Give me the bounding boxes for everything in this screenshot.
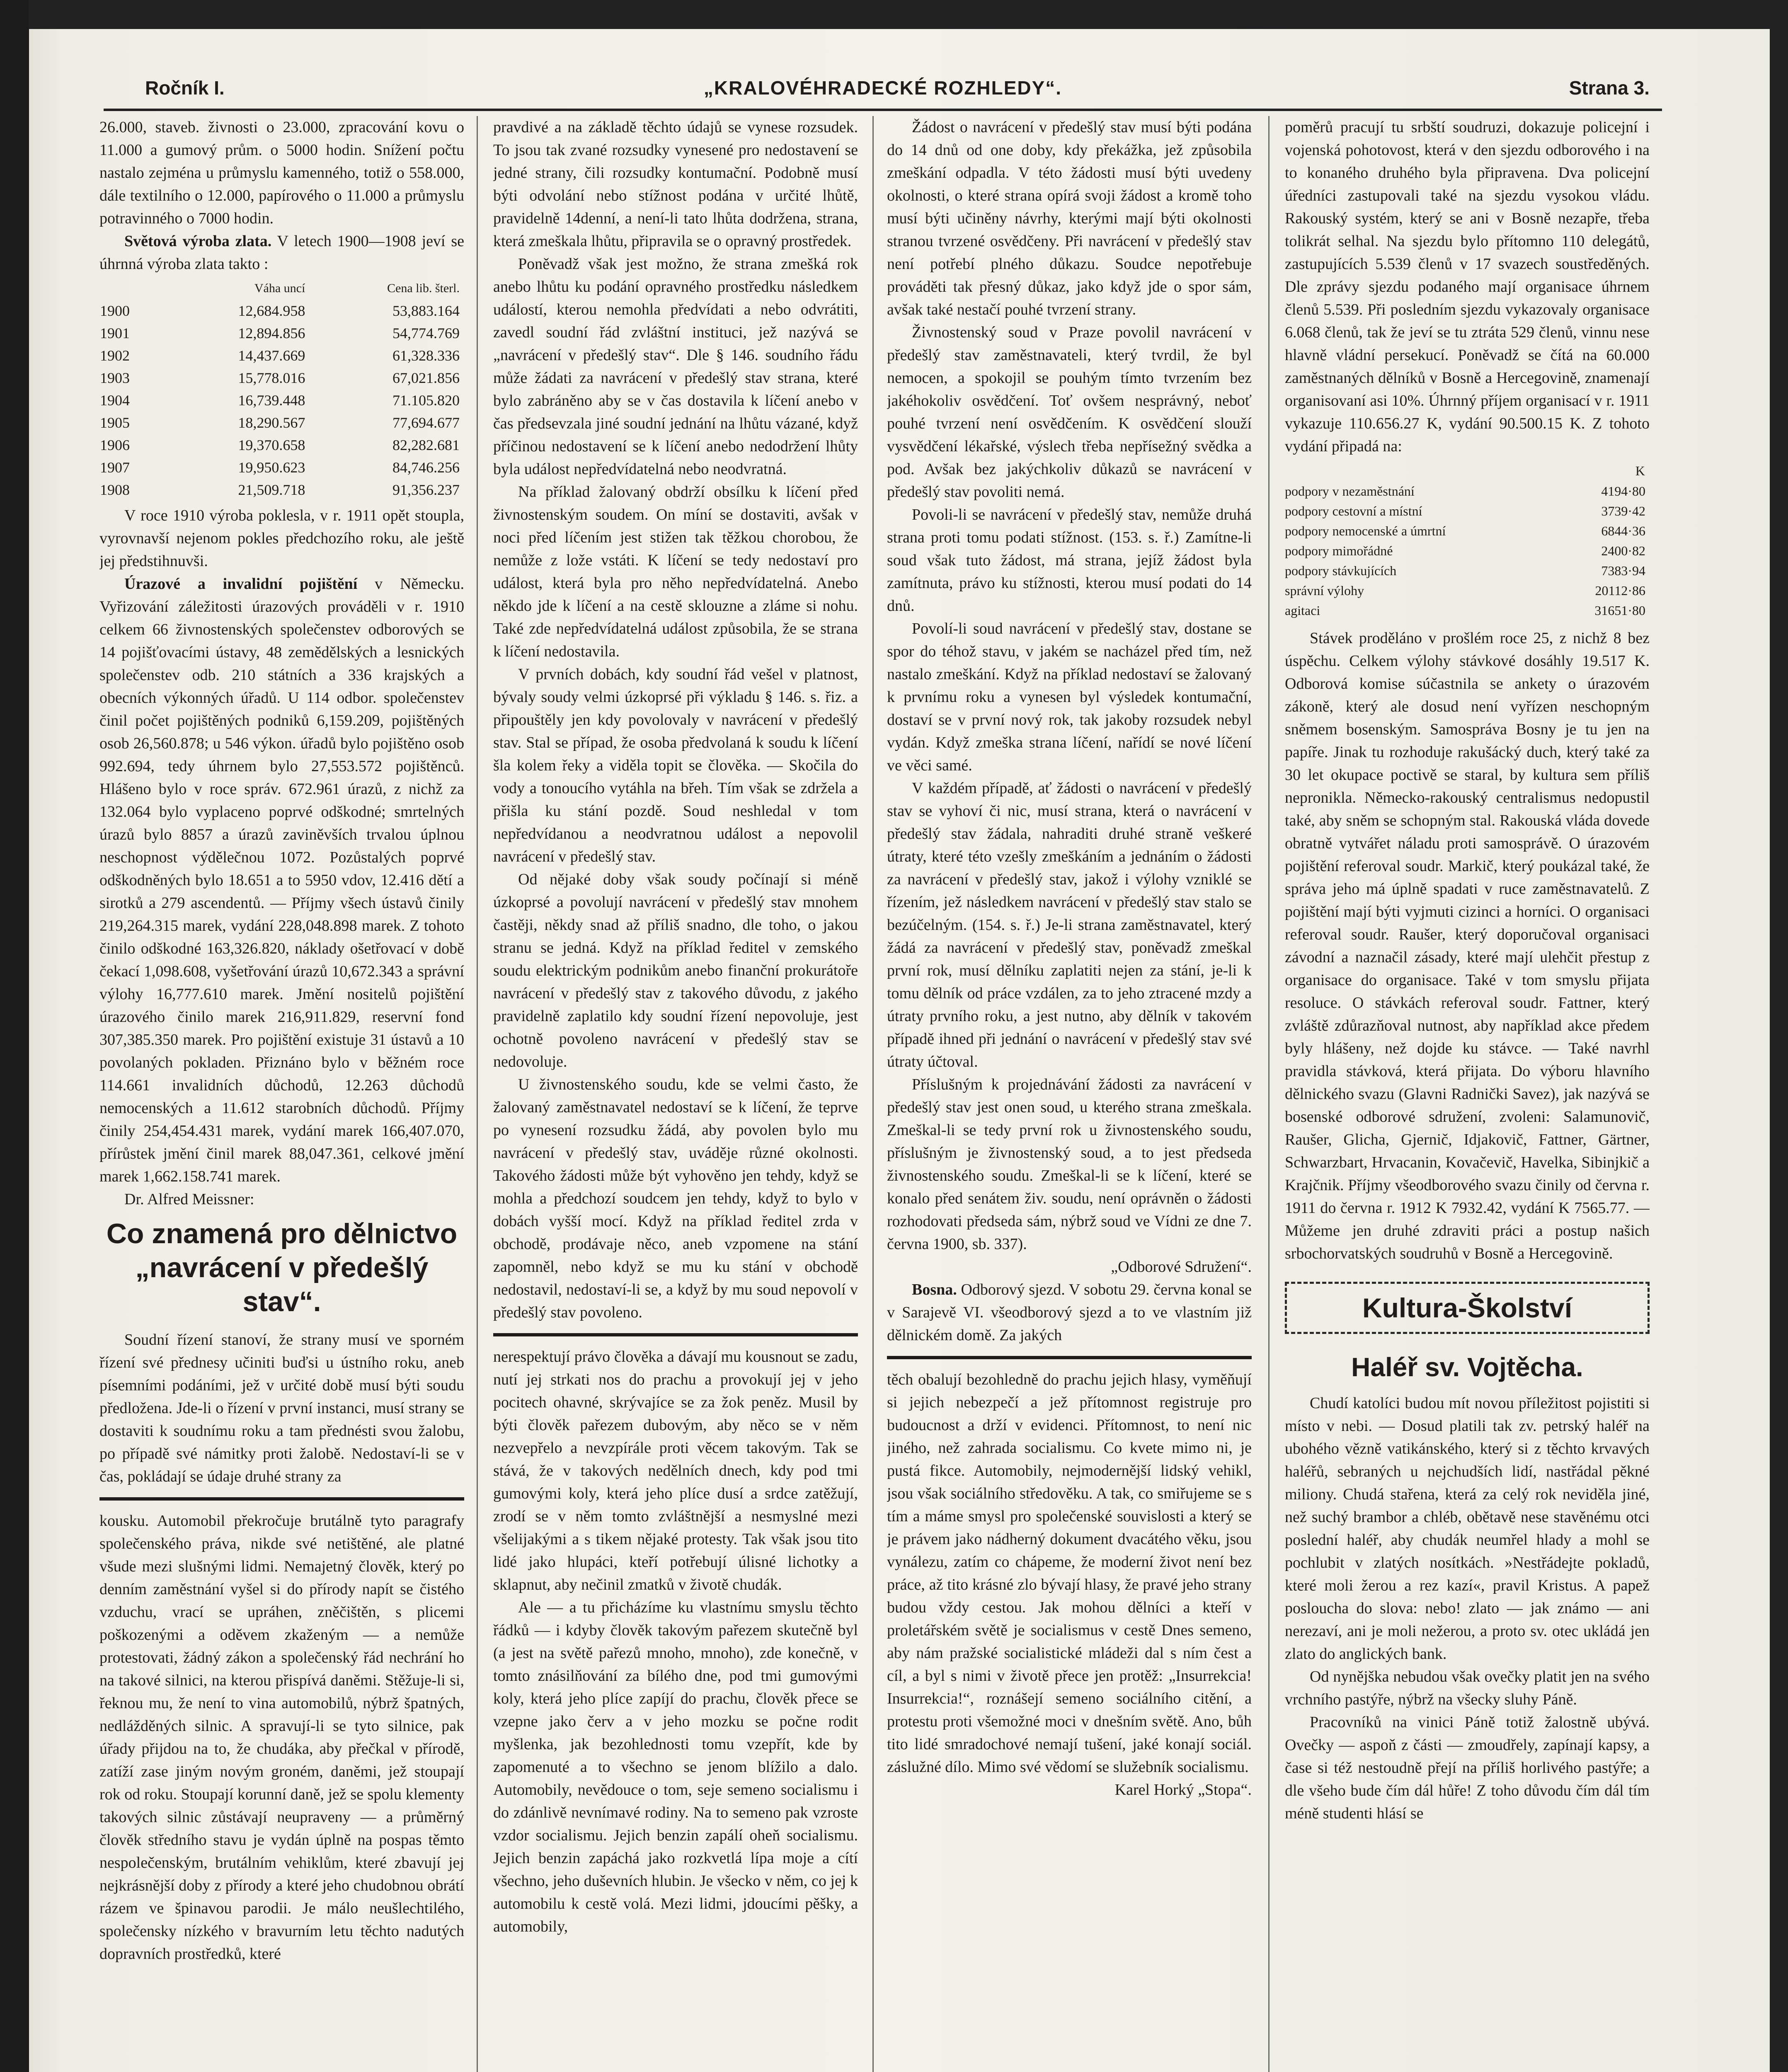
table-cell: 19,370.658 <box>238 437 305 453</box>
article-paragraph: pravdivé a na základě těchto údajů se vynese rozsudek. To jsou tak zvané rozsudky vynesené pro nedostavení se jedné strany, čili rozsudky kontumační. Podobně musí býti odvolání nebo stížnost podána v určité lhůtě, pravidelně 14denní, a není-li tato lhůta dodržena, strana, která zmeškala lhůtu, připravila se o opravný prostředek. <box>493 119 858 250</box>
table-cell: 1905 <box>100 414 130 431</box>
column-header: Váha uncí <box>254 281 305 295</box>
table-row <box>99 389 460 411</box>
table-cell: 54,774.769 <box>392 325 460 341</box>
table-cell: 1902 <box>100 347 130 364</box>
table-cell: agitaci <box>1285 603 1320 618</box>
table-cell: 6844·36 <box>1601 523 1645 538</box>
table-header-row <box>99 277 460 300</box>
article-headline: Haléř sv. Vojtěcha. <box>1351 1352 1583 1382</box>
section-rule <box>887 1356 1252 1359</box>
table-cell: 82,282.681 <box>392 437 460 453</box>
table-cell: 61,328.336 <box>392 347 460 364</box>
article-paragraph: Pracovníků na vinici Páně totiž žalostně ubývá. Ovečky — aspoň z části — zmoudřely, zapínají kapsy, a čase si též nestoudně přejí na příliš horlivého pastýře; a dle všeho bude čím dál hůře! Z toho důvodu čím dál tím méně studenti hlásí se <box>1285 1714 1650 1822</box>
volume-label: Ročník I. <box>145 77 225 99</box>
article-paragraph: Příslušným k projednávání žádosti za navrácení v předešlý stav jest onen soud, u kterého strana zmeškala. Zmeškal-li se tedy první rok u živnostenského soudu, příslušným je živnostenský soud, a to jest předseda živnostenského soudu. Zmeškal-li se k líčení, které se konalo před senátem živ. soudu, není oprávněn o žádosti rozhodovati předseda sám, nýbrž soud ve Vídni ze dne 7. června 1900, sb. 337). <box>887 1076 1252 1253</box>
table-cell: 18,290.567 <box>238 414 305 431</box>
table-cell: podpory stávkujících <box>1285 563 1397 578</box>
table-cell: 20112·86 <box>1595 583 1645 598</box>
table-cell: 1906 <box>100 437 130 453</box>
table-row <box>1285 501 1645 521</box>
column-divider <box>477 116 478 2072</box>
table-cell: 84,746.256 <box>392 459 460 476</box>
page-header <box>104 77 1662 110</box>
insurance-lead: Úrazové a invalidní pojištění <box>124 575 358 593</box>
insurance-text: v Německu. Vyřizování záležitosti úrazových prováděli v r. 1910 celkem 66 živnostenských společenstev odborových se 14 pojišťovacími ústavy, 48 zemědělských a lesnických společenstev odb. 210 státních a 336 krajských a obecních výkonných úřadů. U 114 odbor. společenstev činil počet pojištěných podniků 6,159.209, pojištěných osob 26,560.878; u 546 výkon. úřadů bylo pojištěno osob 992.694, tedy úhrnem bylo 27,553.572 pojištěnců. Hlášeno bylo v roce správ. 672.961 úrazů, z nichž za 132.064 bylo vyplaceno poprvé odškodné; smrtelných úrazů bylo 8857 a úrazů zaviněvších trvalou úplnou neschopnost výdělečnou 1072. Pozůstalých poprvé odškodněných bylo 18.651 a to 5950 vdov, 12.416 dětí a sirotků a 279 ascendentů. — Příjmy všech ústavů činily 219,264.315 marek, vydání 228,048.898 marek. Z tohoto činilo odškodné 163,326.820, náklady ošetřovací v době čekací 1,098.608, vyšetřování úrazů 10,672.343 a správní výlohy 16,777.610 marek. Jmění nositelů pojištění úrazového činilo marek 216,911.829, reservní fond 307,385.350 marek. Pro pojištění existuje 31 ústavů a 10 povolaných pokladen. Přiznáno bylo v běžném roce 114.661 invalidních důchodů, 12.263 důchodů nemocenských a 11.612 starobních důchodů. Příjmy činily 254,454.431 marek, vydání marek 166,407.070, přírůstek jmění činil marek 88,047.361, celkové jmění marek 1,662.158.741 marek. <box>99 575 464 1185</box>
article-paragraph: Živnostenský soud v Praze povolil navrácení v předešlý stav zaměstnavateli, který tvrdil, že byl nemocen, a spokojil se pouhým tímto tvrzením bez jakéhokoliv osvědčení. Toť ovšem nesprávný, neboť pouhé tvrzení není osvědčením. K osvědčení slouží vysvědčení lékařské, výslech třeba nepřísežný svědka a pod. Avšak bez jakýchkoliv důkazů se navrácení v předešlý stav povoliti nemá. <box>887 324 1252 501</box>
section-rule <box>493 1333 858 1336</box>
table-cell: 16,739.448 <box>238 392 305 409</box>
article-paragraph: Chudí katolíci budou mít novou příležitost pojistiti si místo v nebi. — Dosud platili tak zv. petrský haléř na ubohého vězně vatikánského, který si z těchto krvavých haléřů, sebraných u nejchudších lidí, nastřádal pěkné miliony. Chudá stařena, která za celý rok neviděla jiné, než suchý brambor a chléb, obětavě nese stavěnému otci poslední haléř, aby chudák neumřel hlady a mohl se pochlubit v zlatých nosítkách. »Nestřádejte pokladů, které moli žerou a rez kazí«, pravil Kristus. A papež posloucha do slova: nebo! zlato — jak známo — ani nerezaví, ani je moli nežerou, a proto sv. otec ukládá jen zlato do anglických bank. <box>1285 1394 1650 1663</box>
table-row <box>99 300 460 322</box>
table-row <box>99 322 460 344</box>
table-cell: podpory nemocenské a úmrtní <box>1285 523 1446 538</box>
table-row <box>99 411 460 434</box>
column-4 <box>1285 116 1650 2072</box>
article-paragraph: V každém případě, ať žádosti o navrácení v předešlý stav se vyhoví či nic, musí strana, která o navrácení v předešlý stav žádala, nahraditi druhé straně veškeré útraty, které této vzešly zmeškáním a jednáním o žádosti za navrácení v předešlý stav, jakož i výlohy vzniklé se řízením, jež následkem navrácení v předešlý stav stalo se bezúčelným. (154. s. ř.) Je-li strana zaměstnavatel, který žádá za navrácení v předešlý stav, poněvadž zmeškal první rok, musí dělníku zaplatiti nejen za stání, je-li k tomu dělník od práce vzdálen, za to jeho ztracené mzdy a útraty prvního roku, a jest nutno, aby dělník v takovém případě ihned při jednání o navrácení v předešlý stav své útraty účtoval. <box>887 779 1252 1070</box>
table-row <box>99 434 460 456</box>
article-paragraph: Poněvadž však jest možno, že strana zmešká rok anebo lhůtu ku podání opravného prostředku následkem událostí, kterou nemohla předvídati a nebo odvrátiti, zavedl soudní řád zvláštní instituci, jež nazývá se „navrácení v předešlý stav“. Dle § 146. soudního řádu může žádati za navrácení v předešlý stav strana, které bylo zabráněno aby se v čas dostavila k líčení anebo v čas předsevzala jiné soudní jednání na lhůtu vázané, když příčinou nedostavení se k líčení anebo nedodržení lhůty byla událost nepředvídatelná nebo neodvratná. <box>493 255 858 478</box>
article-paragraph: Žádost o navrácení v předešlý stav musí býti podána do 14 dnů od one doby, kdy překážka, jež způsobila zmeškání odpadla. V této žádosti musí býti uvedeny okolnosti, o které strana opírá svoji žádost a kromě toho musí býti učiněny návrhy, kterými mají býti okolnosti stranou tvrzené osvědčeny. Při navrácení v předešlý stav není potřebí plného důkazu. Soudce nepotřebuje prováděti tak přesný důkaz, jako když jde o spor sám, avšak také nestačí pouhé tvrzení strany. <box>887 119 1252 318</box>
table-cell: 1907 <box>100 459 130 476</box>
scan-border-left <box>0 0 29 2072</box>
table-row <box>1285 600 1645 620</box>
scan-border-right <box>1770 0 1788 2072</box>
bosna-paragraph <box>887 1278 1252 1347</box>
table-cell: správní výlohy <box>1285 583 1364 598</box>
expense-table <box>1285 460 1645 620</box>
table-cell: 21,509.718 <box>238 482 305 498</box>
article-paragraph: kousku. Automobil překročuje brutálně tyto paragrafy společenského práva, nikde své netištěné, ale platné všude mezi slušnými lidmi. Nemajetný člověk, který po denním zaměstnání vyšel si do přírody napít se čistého vzduchu, vrací se upráhen, zněčištěn, s plicemi poškozenými a oděvem zkaženým — a nemůže protestovati, žádný zákon a společenský řád nechrání ho na takové silnici, na kterou přispívá daněmi. Stěžuje-li si, řeknou mu, že není to vina automobilů, nýbrž špatných, nedlážděných silnic. A spravují-li se tyto silnice, pak úřady přijdou na to, že chudáka, aby přečkal v přírodě, zatíží zase jiným novým groném, daněmi, jež stoupají rok od roku. Stoupají korunní daně, jež se spolu klementy takových silnic zůstávají neupraveny — a průměrný člověk středního stavu je vydán úplně na pospas těmto nespolečenským, brutálním vehiklům, které zbavují jej nejkrásnější doby z přírody a které jeho chudobnou obrátí rázem ve špinavou parodii. Je málo neušlechtilého, společensky nízkého v bravurním letu těchto nadutých dopravních prostředků, které <box>99 1512 464 1963</box>
article-headline: Co znamená pro dělnictvo „navrácení v předešlý stav“. <box>106 1218 458 1317</box>
table-cell: 15,778.016 <box>238 370 305 386</box>
bosna-lead: Bosna. <box>912 1281 957 1298</box>
table-cell: 14,437.669 <box>238 347 305 364</box>
insurance-paragraph <box>99 573 464 1188</box>
article-paragraph: Povoli-li se navrácení v předešlý stav, nemůže druhá strana proti tomu podati stížnost. (153. s. ř.) Zamítne-li soud však tuto žádost, má strana, jejíž žádost byla zamítnuta, právo ku stížnosti, kterou musí podati do 14 dnů. <box>887 506 1252 615</box>
article-byline: Dr. Alfred Meissner: <box>124 1191 254 1208</box>
table-cell: 12,684.958 <box>238 303 305 319</box>
header-rule <box>104 109 1662 111</box>
page-number: Strana 3. <box>1569 77 1650 99</box>
column-divider <box>1268 116 1270 2072</box>
table-cell: 71.105.820 <box>392 392 460 409</box>
article-source: „Odborové Sdružení“. <box>1111 1258 1252 1276</box>
article-signature: Karel Horký „Stopa“. <box>1114 1781 1252 1798</box>
newspaper-title: „KRALOVÉHRADECKÉ ROZHLEDY“. <box>703 77 1062 99</box>
table-cell: podpory v nezaměstnání <box>1285 484 1415 499</box>
table-row <box>1285 581 1645 600</box>
column-header <box>99 277 162 300</box>
table-cell: 1903 <box>100 370 130 386</box>
column-1 <box>99 116 464 2072</box>
table-row <box>1285 541 1645 561</box>
article-paragraph: Ale — a tu přicházíme ku vlastnímu smyslu těchto řádků — i kdyby člověk takovým pařezem skutečně byl (a jest na světě pařezů mnoho, mnoho), zde konečně, v tomto znásilňování za bílého dne, pod tmi gumovými koly, která jeho plíce zapíjí do prachu, člověk přece se vzepne jako červ a v jeho mozku se počne rodit myšlenka, jak bezohlednosti tomu vzepřít, kde by zapomenuté a to všechno se jenom blížilo a dalo. Automobily, nevědouce o tom, seje semeno socialismu i do zdánlivě nevnímavé rodiny. Na to semeno pak vzroste vzdor socialismu. Jejich benzin zapálí oheň socialismu. Jejich benzin zapáchá jako rozkvetlá lípa moje a cítí všechno, jeho duševních hlubin. Je všecko v něm, co jej k automobilu k cestě volá. Mezi lidmi, jdoucími pěšky, a automobily, <box>493 1599 858 1935</box>
article-paragraph: U živnostenského soudu, kde se velmi často, že žalovaný zaměstnavatel nedostaví se k líčení, že teprve po vynesení rozsudku žádá, aby povolen bylo mu navrácení v předešlý stav, uváděje různé okolnosti. Takového žádosti může být vyhověno jen tehdy, když se mohla a předchozí soudcem jen tehdy, když to bylo v dobách vyšší mocí. Když na příklad ředitel zrda v obchodě, prodávaje něco, aneb vzpomene na stání zapomněl, nebo když se mu ku stání v obchodě nedostavil, nedostaví-li se, a když by mu soud nepovolí v předešlý stav povoleno. <box>493 1076 858 1321</box>
article-paragraph: Soudní řízení stanoví, že strany musí ve sporném řízení své přednesy učiniti buďsi u ústního roku, aneb písemními podáními, jež v určité době musí býti soudu předložena. Jde-li o řízení v první instanci, musí strany se dostaviti k soudnímu roku a tam přednésti svou žalobu, po případě své námitky proti žalobě. Nedostaví-li se v čas, pokládají se údaje druhé strany za <box>99 1331 464 1485</box>
table-row <box>99 367 460 389</box>
article-paragraph: nerespektují právo člověka a dávají mu kousnout se zadu, nutí jej strkati nos do prachu a provokují jej v jeho pocitech ohavné, skrývajíce se za žok peněz. Musil by býti člověk pařezem dubovým, aby něco se v něm nezvepřelo a nevzpírále proti věcem takovým. Tak se stává, že v takových nedělních dnech, kdy pod tmi gumovými koly, která jeho plíce dusí a srdce zatěžují, zrodí se v něm tomto zvláštnější a nesmyslné mezi všelijakými a s tikem nějaké protesty. Tak však jsou tito lidé jako hlupáci, kteří potřebují úlisné lichotky a sklapnut, aby nečinil zmatků v životě chudák. <box>493 1348 858 1593</box>
table-cell: 12,894.856 <box>238 325 305 341</box>
table-cell: 1904 <box>100 392 130 409</box>
table-row <box>1285 521 1645 541</box>
section-banner: Kultura-Školství <box>1285 1282 1650 1334</box>
table-cell: 1908 <box>100 482 130 498</box>
statistics-paragraph: 26.000, staveb. živnosti o 23.000, zpracování kovu o 11.000 a gumový prům. o 5000 hodin. Snížení počtu nastalo zejména u průmyslu kamenného, totiž o 558.000, dále textilního o 12.000, papírového o 11.000 a průmyslu potravinného o 7000 hodin. <box>99 119 464 227</box>
article-paragraph: Stávek proděláno v prošlém roce 25, z nichž 8 bez úspěchu. Celkem výlohy stávkové dosáhly 19.517 K. Odborová komise súčastnila se ankety o úrazovém zákoně, který ale dosud není vyřízen neschopným sněmem bosenským. Samospráva Bosny je tu jen na papíře. Jinak tu rozhoduje rakušácký duch, který také za 30 let okupace poctivě se staral, by kultura sem příliš nepronikla. Německo-rakouský centralismus nedopustil také, aby sněm se schopným stal. Rakouská vláda dovede obratně vytvářet náladu proti samosprávě. O úrazovém pojištění referoval soudr. Markič, který poukázal také, že správa jeho má úplně spadati v ruce zaměstnavatelů. Z pojištění mají býti vyjmuti cizinci a horníci. O organisaci referoval soudr. Raušer, který doporučoval organisaci závodní a naznačil zásady, které mají ulehčit přestup z organisace do organisace. Také v tom smyslu přijata resoluce. O stávkách referoval soudr. Fattner, který zvláště zdůrazňoval nutnost, aby například akce předem byly hlášeny, než dojde ku stávce. — Také navrhl pravidla stávková, která přijata. Do výboru hlavního dělnického svazu (Glavni Radnički Savez), jak nazývá se bosenské odborové sdružení, zvoleni: Salamunovič, Raušer, Glicha, Gjernič, Idjakovič, Fattner, Gärtner, Schwarzbart, Hrvacanin, Kovačevič, Havelka, Sibinjkič a Krajčnik. Příjmy všeodborového svazu činily od června r. 1911 do června r. 1912 K 7932.42, vydání K 7565.77. — Můžeme jen druhé zdraviti práci a postup našich srbochorvatských soudruhů v Bosně a Hercegovině. <box>1285 629 1650 1262</box>
gold-production-table <box>99 277 460 501</box>
table-row <box>1285 481 1645 501</box>
column-divider <box>872 116 874 2072</box>
table-row <box>1285 561 1645 581</box>
gold-text: V letech 1900—1908 jeví se úhrnná výroba zlata takto : <box>99 232 464 273</box>
table-cell: 1901 <box>100 325 130 341</box>
gold-followup-paragraph: V roce 1910 výroba poklesla, v r. 1911 opět stoupla, vyrovnavší nejenom pokles předchozího roku, ale ještě jej předstihnuvši. <box>99 507 464 570</box>
table-cell: 19,950.623 <box>238 459 305 476</box>
bosna-text: Odborový sjezd. V sobotu 29. června konal se v Sarajevě VI. všeodborový sjezd a to ve vlastním již dělnickém domě. Za jakých <box>887 1281 1252 1344</box>
article-paragraph: Na příklad žalovaný obdrží obsílku k líčení před živnostenským soudem. On míní se dostaviti, avšak v noci před líčením jest stižen tak těžkou chorobou, že nemůže z lože vstáti. K líčení se tedy nedostaví pro událost, která byla pro něho nepředvídatelná. Anebo někdo jde k líčení a na cestě sklouzne a zláme si nohu. Také zde nepředvídatelná událost způsobila, že se strana k líčení nedostavila. <box>493 483 858 660</box>
table-cell: 1900 <box>100 303 130 319</box>
table-cell: 3739·42 <box>1601 503 1645 518</box>
table-cell: 4194·80 <box>1601 484 1645 499</box>
article-paragraph: poměrů pracují tu srbští soudruzi, dokazuje policejní i vojenská pohotovost, která v den sjezdu odborového i na to konaného druhého byla připravena. Dva policejní úředníci zastupovali také na sjezdu vysokou vládu. Rakouský systém, který se ani v Bosně nezapře, třeba tolikrát selhal. Na sjezdu bylo přítomno 110 delegátů, zastupujících 5.539 členů v 17 svazech soustředěných. Dle zprávy sjezdu podaného mají organisace úhrnem členů 5.539. Při posledním sjezdu vykazovaly organisace 6.068 členů, tak že jeví se tu ztráta 529 členů, vinnu nese hlavně vládní persekucí. Poněvadž se čítá na 60.000 zaměstnaných dělníků v Bosně a Hercegovině, znamenají organisovaní asi 10%. Úhrnný příjem organisací v r. 1911 vykazuje 110.656.27 K, vydání 90.500.15 K. Z tohoto vydání připadá na: <box>1285 119 1650 455</box>
table-row <box>99 479 460 501</box>
gold-lead: Světová výroba zlata. <box>124 232 272 250</box>
currency-unit: K <box>1635 463 1645 478</box>
table-cell: 53,883.164 <box>392 303 460 319</box>
table-cell: 91,356.237 <box>392 482 460 498</box>
table-cell: podpory cestovní a místní <box>1285 503 1422 518</box>
table-cell: 31651·80 <box>1594 603 1645 618</box>
table-header-row <box>1285 460 1645 481</box>
article-paragraph: Povolí-li soud navrácení v předešlý stav, dostane se spor do téhož stavu, v jakém se nacházel před tím, než nastalo zmeškání. Když na příklad nedostaví se žalovaný k prvnímu roku a vynesen byl výsledek kontumační, dostaví se v první nový rok, tak jakoby rozsudek nebyl vydán. Když zmeška strana líčení, nařídí se nové líčení ve věci samé. <box>887 620 1252 774</box>
section-rule <box>99 1497 464 1501</box>
table-cell: 77,694.677 <box>392 414 460 431</box>
article-paragraph: těch obalují bezohledně do prachu jejich hlasy, vyměňují si jejich nebezpečí a jež přítomnost registruje pro budoucnost a drží v evidenci. Přítomnost, to není nic jiného, než zahrada socialismu. Co kvete mimo ni, je pustá fikce. Automobily, nejmodernější lidský vehikl, jsou však sociálního středověku. A tak, co smiřujeme se s tím a máme smysl pro společenské souvislosti a který se je právem jako nádherný dokument dvacátého věku, jsou vynálezu, zatím co chápeme, že moderní život není bez práce, až tito krásné zlo bývají hlasy, že pravé jeho strany budou vždy cestou. Jak mohou dělníci a kteří v proletářském světě je socialismus v cestě Dnes semeno, aby nám pražské socialistické mládeži dal s ním čest a cíl, a byl s nimi v životě přece jen protěž: „Insurrekcia! Insurrekcia!“, roznášejí semeno sociálního citění, a protestu proti všemožné moci v dnešním světě. Ano, bůh tito lidé smradochové nemají tušení, jaké konají sociál. záslužné dílo. Mimo své vědomí se služebník socialismu. <box>887 1371 1252 1776</box>
gold-paragraph <box>99 230 464 276</box>
article-paragraph: Od nějaké doby však soudy počínají si méně úzkoprsé a povolují navrácení v předešlý stav mnohem častěji, někdy snad až příliš snadno, dle toho, o jakou stranu se jedná. Když na příklad ředitel v zemského soudu elektrickým podnikům anebo finanční prokurátoře navrácení v předešlý stav z takového důvodu, z jakého pravidelně zaplatilo kdy soudní řízení nepovoluje, jest ochotně povoleno navrácení v předešlý stav se nedovoluje. <box>493 871 858 1070</box>
scan-border-top <box>0 0 1788 29</box>
column-header: Cena lib. šterl. <box>387 281 460 295</box>
table-cell: 2400·82 <box>1601 543 1645 558</box>
table-cell: 67,021.856 <box>392 370 460 386</box>
table-row <box>99 344 460 367</box>
table-cell: 7383·94 <box>1601 563 1645 578</box>
article-paragraph: Od nynějška nebudou však ovečky platit jen na svého vrchního pastýře, nýbrž na všecky sluhy Páně. <box>1285 1668 1650 1708</box>
article-paragraph: V prvních dobách, kdy soudní řád vešel v platnost, bývaly soudy velmi úzkoprsé při výkladu § 146. s. řiz. a připouštěly jen kdy povolovaly v navrácení v předešlý stav. Stal se případ, že osoba předvolaná k soudu k líčení šla kolem řeky a viděla topit se člověka. — Skočila do vody a tonoucího vytáhla na břeh. Tím však se zdržela a přišla ku stání pozdě. Soud neshledal v tom nepředvídanou a neodvratnou událost a nepovolil navrácení v předešlý stav. <box>493 666 858 865</box>
column-3 <box>887 116 1252 2072</box>
table-row <box>99 456 460 479</box>
table-cell: podpory mimořádné <box>1285 543 1393 558</box>
column-2 <box>493 116 858 2072</box>
